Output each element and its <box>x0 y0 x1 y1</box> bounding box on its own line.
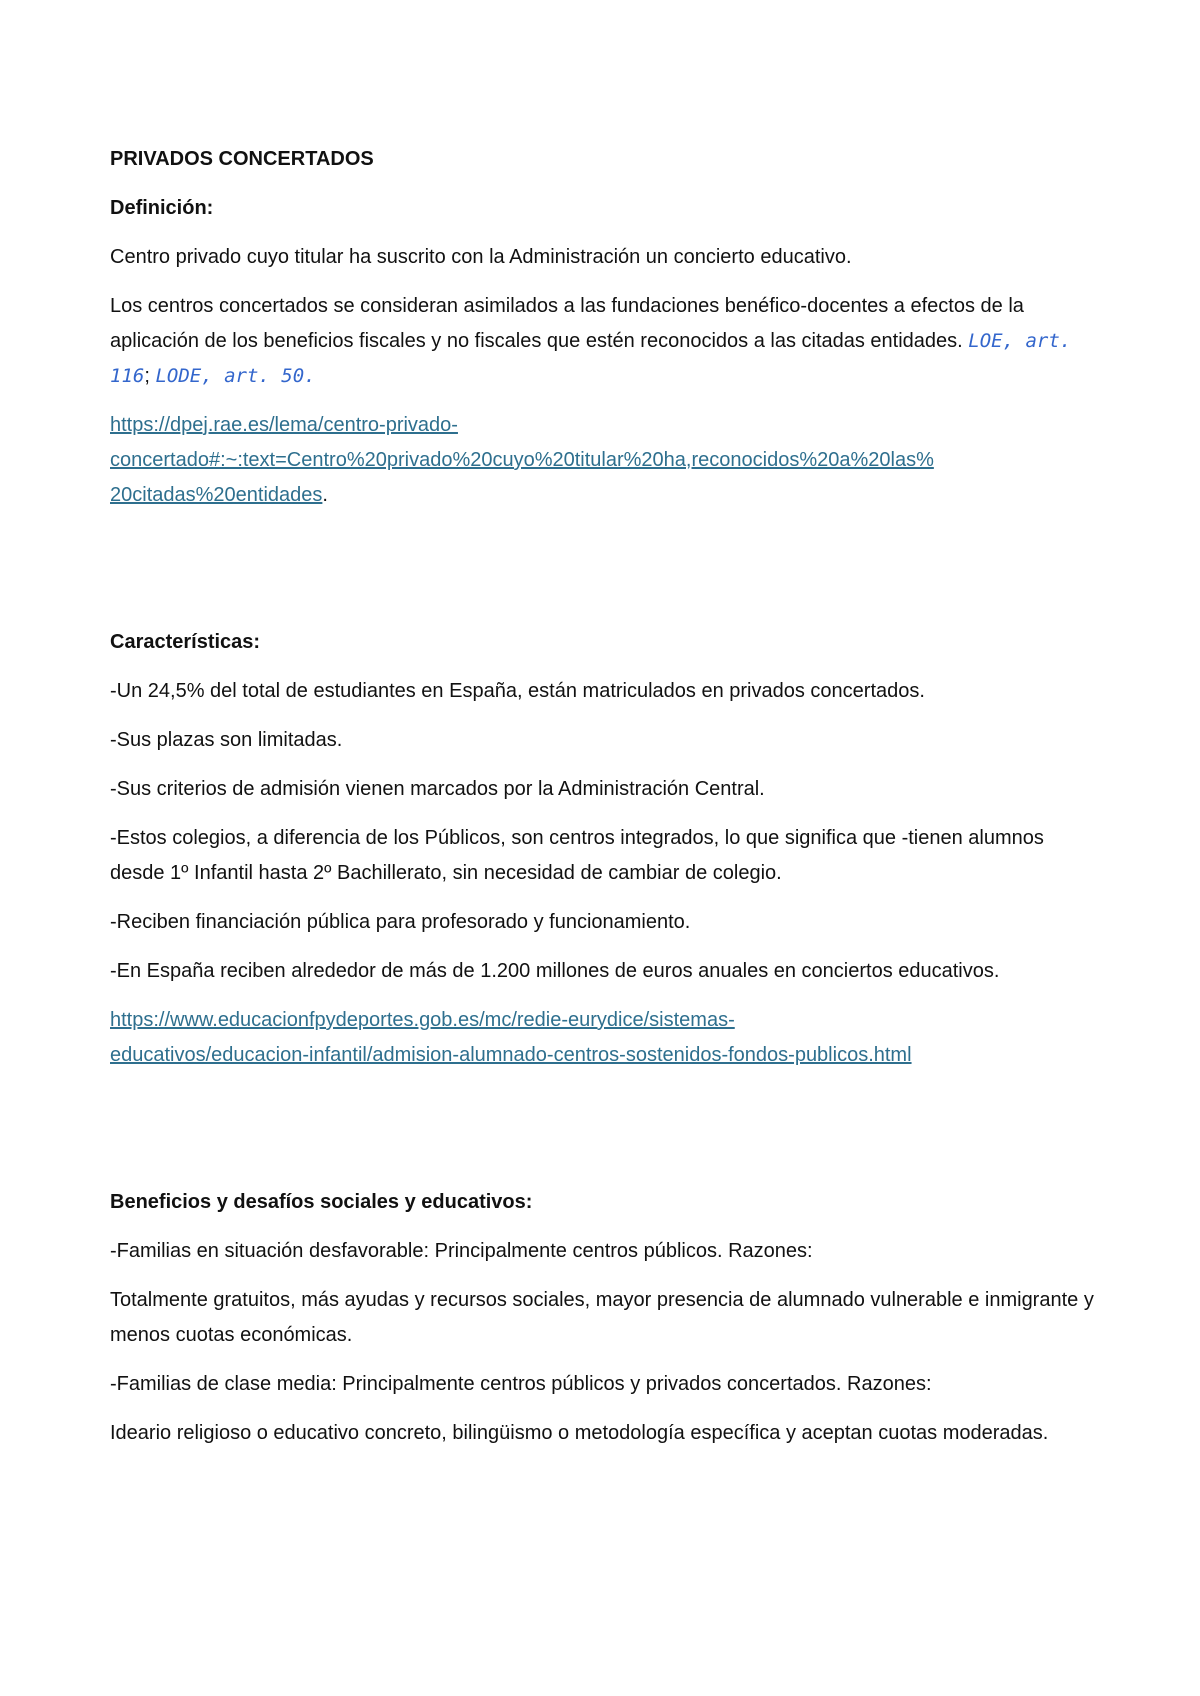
ministry-link-line-1: https://www.educacionfpydeportes.gob.es/mc/redie-eurydice/sistemas- <box>110 1009 735 1031</box>
benefit-item: Ideario religioso o educativo concreto, bilingüismo o metodología específica y aceptan cuotas moderadas. <box>110 1422 1049 1444</box>
citation-separator: ; <box>144 365 156 387</box>
benefit-item: Totalmente gratuitos, más ayudas y recursos sociales, mayor presencia de alumnado vulnerable e inmigrante y menos cuotas económicas. <box>110 1289 1094 1346</box>
ministry-link-line-2: educativos/educacion-infantil/admision-alumnado-centros-sostenidos-fondos-publicos.html <box>110 1044 912 1066</box>
benefit-item: -Familias de clase media: Principalmente centros públicos y privados concertados. Razones: <box>110 1373 932 1395</box>
features-source <box>110 1003 1100 1073</box>
section-spacer <box>110 1087 1100 1185</box>
definition-heading: Definición: <box>110 197 214 219</box>
feature-item: -Sus plazas son limitadas. <box>110 729 343 751</box>
features-heading: Características: <box>110 631 261 653</box>
citation-lode: LODE, art. 50. <box>155 365 316 387</box>
education-ministry-link[interactable] <box>110 1009 912 1066</box>
section-spacer <box>110 527 1100 625</box>
link-trailing-period: . <box>322 484 328 506</box>
document-title: PRIVADOS CONCERTADOS <box>110 148 374 170</box>
feature-item: -Estos colegios, a diferencia de los Públicos, son centros integrados, lo que significa que -tienen alumnos desde 1º Infantil hasta 2º Bachillerato, sin necesidad de cambiar de colegio. <box>110 827 1044 884</box>
definition-paragraph-1: Centro privado cuyo titular ha suscrito con la Administración un concierto educativo. <box>110 246 852 268</box>
feature-item: -En España reciben alrededor de más de 1.200 millones de euros anuales en conciertos educativos. <box>110 960 1000 982</box>
benefit-item: -Familias en situación desfavorable: Principalmente centros públicos. Razones: <box>110 1240 813 1262</box>
rae-link-line-1: https://dpej.rae.es/lema/centro-privado- <box>110 414 458 436</box>
definition-paragraph-2-text: Los centros concertados se consideran asimilados a las fundaciones benéfico-docentes a efectos de la aplicación de los beneficios fiscales y no fiscales que estén reconocidos a las citadas entidades. <box>110 295 1024 352</box>
citation-loe: LOE, art. 116 <box>110 330 1072 387</box>
definition-paragraph-2 <box>110 289 1100 394</box>
rae-link-line-2: concertado#:~:text=Centro%20privado%20cuyo%20titular%20ha,reconocidos%20a%20las% <box>110 449 934 471</box>
rae-link-line-3: 20citadas%20entidades <box>110 484 323 506</box>
feature-item: -Reciben financiación pública para profesorado y funcionamiento. <box>110 911 691 933</box>
definition-source <box>110 408 1100 513</box>
feature-item: -Un 24,5% del total de estudiantes en España, están matriculados en privados concertados. <box>110 680 925 702</box>
benefits-heading: Beneficios y desafíos sociales y educativos: <box>110 1191 533 1213</box>
feature-item: -Sus criterios de admisión vienen marcados por la Administración Central. <box>110 778 765 800</box>
rae-source-link[interactable] <box>110 414 934 506</box>
document-page <box>110 142 1100 1465</box>
